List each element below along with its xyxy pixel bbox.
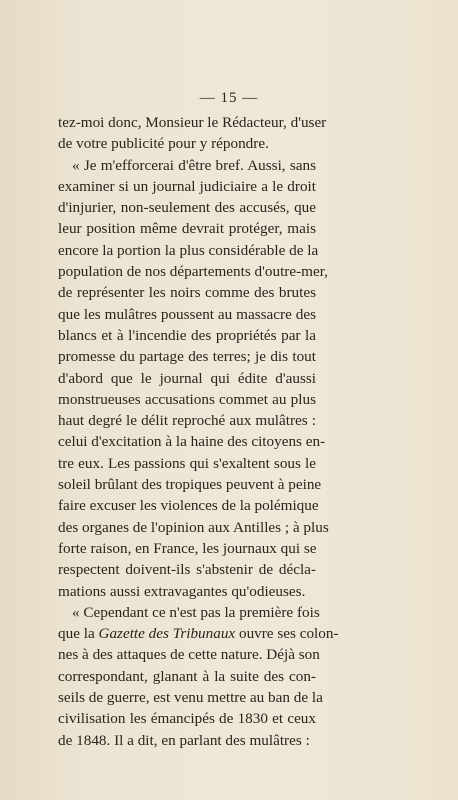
text-line: tre eux. Les passions qui s'exaltent sous le <box>58 454 316 472</box>
text-line: respectent doivent-ils s'abstenir de décla- <box>58 561 316 579</box>
paragraph <box>58 112 327 155</box>
text-line: nes à des attaques de cette nature. Déjà son <box>58 646 320 664</box>
text-line: blancs et à l'incendie des propriétés par la <box>58 326 316 344</box>
text-line: que les mulâtres poussent au massacre des <box>58 305 316 323</box>
text-line: soleil brûlant des tropiques peuvent à peine <box>58 476 322 494</box>
text-line: celui d'excitation à la haine des citoyens en- <box>58 433 326 451</box>
text-line: monstrueuses accusations commet au plus <box>58 390 316 408</box>
text-line: civilisation les émancipés de 1830 et ceux <box>58 710 316 728</box>
text-line: promesse du partage des terres; je dis tout <box>58 348 316 366</box>
text-line: d'abord que le journal qui édite d'aussi <box>58 369 316 387</box>
text-line: forte raison, en France, les journaux qui se <box>58 539 317 557</box>
text-line: seils de guerre, est venu mettre au ban de la <box>58 689 323 707</box>
text-line-with-italic-title: que la Gazette des Tribunaux ouvre ses colon- <box>58 625 339 643</box>
text-line: « Je m'efforcerai d'être bref. Aussi, sans <box>72 156 316 174</box>
text-line: d'injurier, non-seulement des accusés, que <box>58 199 316 217</box>
text-line: correspondant, glanant à la suite des con- <box>58 667 316 685</box>
newspaper-title: Gazette des Tribunaux <box>98 625 236 643</box>
text-line: encore la portion la plus considérable de la <box>58 241 319 259</box>
text-line: de représenter les noirs comme des brutes <box>58 284 316 302</box>
body-text <box>58 112 339 751</box>
text-line: mations aussi extravagantes qu'odieuses. <box>58 582 306 600</box>
text-line: de votre publicité pour y répondre. <box>58 135 269 153</box>
paragraph <box>58 602 339 751</box>
paragraph <box>58 155 329 602</box>
text-line: de 1848. Il a dit, en parlant des mulâtres : <box>58 731 310 749</box>
text-line: population de nos départements d'outre-mer, <box>58 263 328 281</box>
page-number: — 15 — <box>199 90 259 106</box>
text-line: examiner si un journal judiciaire a le droit <box>58 177 316 195</box>
text-line: haut degré le délit reproché aux mulâtres : <box>58 412 316 430</box>
text-line: des organes de l'opinion aux Antilles ; à plus <box>58 518 329 536</box>
text-line: « Cependant ce n'est pas la première fois <box>72 603 320 621</box>
text-line: faire excuser les violences de la polémique <box>58 497 319 515</box>
text-line: tez-moi donc, Monsieur le Rédacteur, d'user <box>58 114 327 131</box>
text-line: leur position même devrait protéger, mais <box>58 220 316 238</box>
